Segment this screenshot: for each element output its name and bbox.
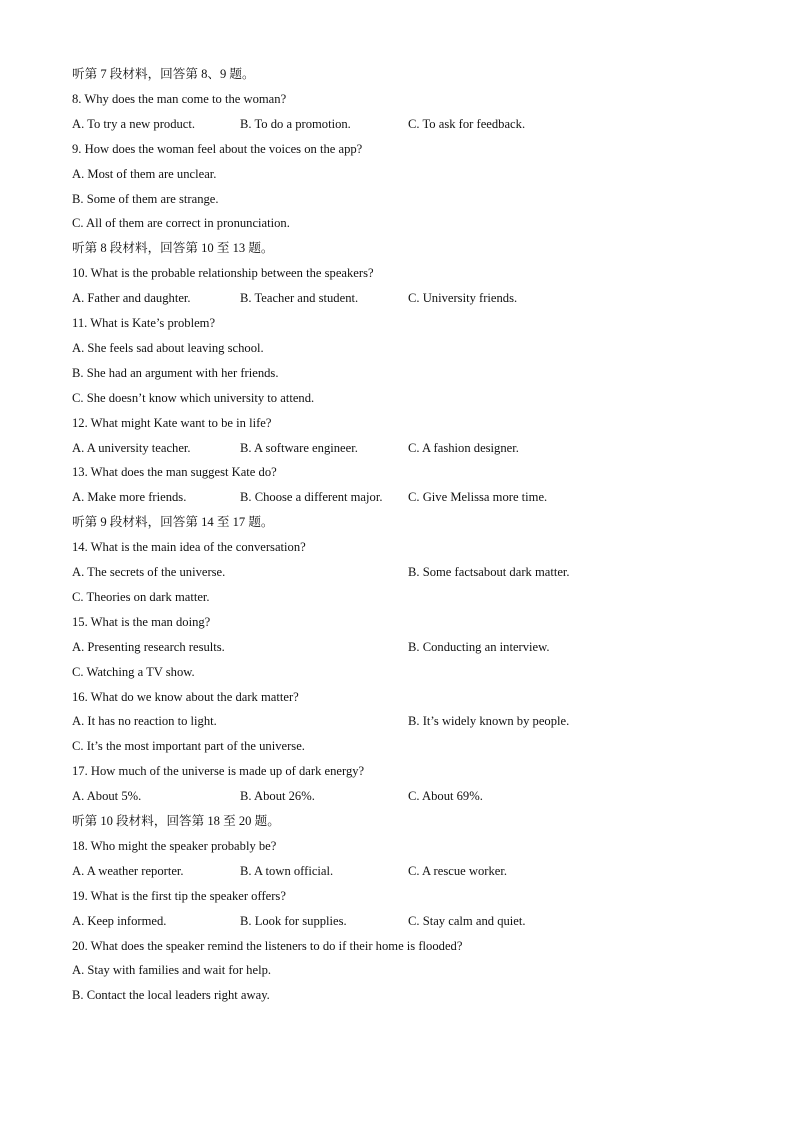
answer-option: B. Look for supplies. xyxy=(240,914,347,928)
answer-option: C. A rescue worker. xyxy=(408,864,507,878)
answer-option: C. Stay calm and quiet. xyxy=(408,914,526,928)
answer-option: A. A university teacher. xyxy=(72,441,191,455)
answer-option: A. Make more friends. xyxy=(72,490,187,504)
answer-option: C. Give Melissa more time. xyxy=(408,490,548,504)
answer-option: B. It’s widely known by people. xyxy=(408,714,570,728)
answer-option: B. Conducting an interview. xyxy=(408,640,550,654)
question-text: 16. What do we know about the dark matter? xyxy=(72,690,299,704)
answer-option: B. A town official. xyxy=(240,864,334,878)
answer-option: B. Some of them are strange. xyxy=(72,192,219,206)
section-heading: 听第 9 段材料，回答第 14 至 17 题。 xyxy=(72,515,274,529)
answer-option: C. About 69%. xyxy=(408,789,483,803)
answer-option: C. All of them are correct in pronunciation. xyxy=(72,216,290,230)
question-text: 12. What might Kate want to be in life? xyxy=(72,416,272,430)
answer-option: B. Some factsabout dark matter. xyxy=(408,565,570,579)
answer-option: C. It’s the most important part of the universe. xyxy=(72,739,305,753)
answer-option: A. Father and daughter. xyxy=(72,291,191,305)
question-text: 20. What does the speaker remind the listeners to do if their home is flooded? xyxy=(72,939,463,953)
answer-option: B. A software engineer. xyxy=(240,441,358,455)
answer-option: A. Most of them are unclear. xyxy=(72,167,217,181)
answer-option: A. To try a new product. xyxy=(72,117,196,131)
answer-option: C. University friends. xyxy=(408,291,518,305)
answer-option: B. Choose a different major. xyxy=(240,490,383,504)
answer-option: A. Stay with families and wait for help. xyxy=(72,963,272,977)
question-text: 8. Why does the man come to the woman? xyxy=(72,92,287,106)
question-text: 11. What is Kate’s problem? xyxy=(72,316,216,330)
answer-option: B. About 26%. xyxy=(240,789,315,803)
question-text: 15. What is the man doing? xyxy=(72,615,211,629)
answer-option: A. Presenting research results. xyxy=(72,640,225,654)
question-text: 9. How does the woman feel about the voices on the app? xyxy=(72,142,363,156)
answer-option: C. She doesn’t know which university to attend. xyxy=(72,391,315,405)
section-heading: 听第 8 段材料，回答第 10 至 13 题。 xyxy=(72,241,274,255)
question-text: 19. What is the first tip the speaker offers? xyxy=(72,889,286,903)
answer-option: C. Watching a TV show. xyxy=(72,665,195,679)
answer-option: B. Contact the local leaders right away. xyxy=(72,988,270,1002)
answer-option: A. About 5%. xyxy=(72,789,142,803)
question-text: 10. What is the probable relationship between the speakers? xyxy=(72,266,374,280)
answer-option: A. Keep informed. xyxy=(72,914,167,928)
answer-option: C. Theories on dark matter. xyxy=(72,590,210,604)
answer-option: B. To do a promotion. xyxy=(240,117,351,131)
question-text: 13. What does the man suggest Kate do? xyxy=(72,465,277,479)
question-text: 18. Who might the speaker probably be? xyxy=(72,839,277,853)
question-text: 14. What is the main idea of the conversation? xyxy=(72,540,306,554)
section-heading: 听第 10 段材料，回答第 18 至 20 题。 xyxy=(72,814,280,828)
answer-option: C. To ask for feedback. xyxy=(408,117,526,131)
question-text: 17. How much of the universe is made up of dark energy? xyxy=(72,764,365,778)
answer-option: A. It has no reaction to light. xyxy=(72,714,217,728)
answer-option: B. Teacher and student. xyxy=(240,291,359,305)
answer-option: C. A fashion designer. xyxy=(408,441,519,455)
answer-option: B. She had an argument with her friends. xyxy=(72,366,279,380)
section-heading: 听第 7 段材料，回答第 8、9 题。 xyxy=(72,67,255,81)
answer-option: A. The secrets of the universe. xyxy=(72,565,226,579)
answer-option: A. A weather reporter. xyxy=(72,864,184,878)
answer-option: A. She feels sad about leaving school. xyxy=(72,341,264,355)
